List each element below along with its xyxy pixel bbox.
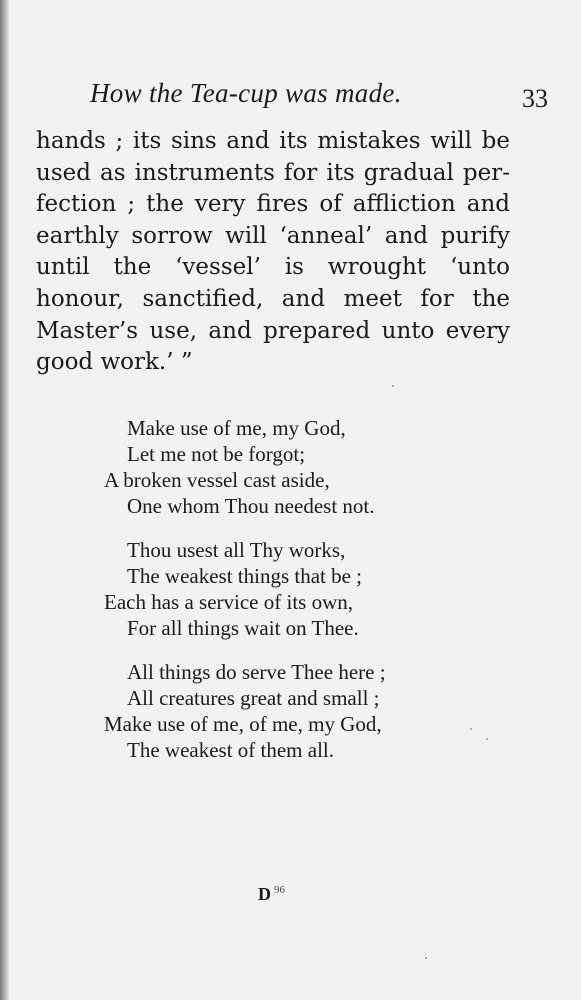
prose-line: Master’s use, and prepared unto every <box>36 317 510 344</box>
poem-line: Each has a service of its own, <box>104 590 353 614</box>
prose-line: earthly sorrow will ‘anneal’ and purify <box>36 222 510 249</box>
signature-mark <box>258 884 285 905</box>
paper-speck <box>425 957 427 959</box>
prose-line: good work.’ ” <box>36 349 193 376</box>
poem-line: For all things wait on Thee. <box>127 616 359 640</box>
poem-stanza <box>104 415 484 519</box>
prose-line: used as instruments for its gradual per- <box>36 159 510 186</box>
paper-speck <box>470 728 472 730</box>
poem-line: A broken vessel cast aside, <box>104 468 330 492</box>
page-number: 33 <box>522 84 548 113</box>
page-header <box>36 78 548 114</box>
poem-line: The weakest of them all. <box>127 738 335 762</box>
paper-speck <box>392 385 394 387</box>
poem-line: The weakest things that be ; <box>127 564 363 588</box>
poem-line: Make use of me, my God, <box>127 416 346 440</box>
prose-line: until the ‘vessel’ is wrought ‘unto <box>36 254 510 281</box>
poem-line: One whom Thou needest not. <box>127 494 375 518</box>
poem-stanza <box>104 659 484 763</box>
prose-paragraph <box>36 126 510 379</box>
running-title: How the Tea-cup was made. <box>90 78 402 108</box>
poem-line: All creatures great and small ; <box>127 686 380 710</box>
paper-speck <box>486 738 488 740</box>
poem-line: Make use of me, of me, my God, <box>104 712 382 736</box>
poem-line: All things do serve Thee here ; <box>127 660 386 684</box>
poem <box>104 415 484 781</box>
page-left-edge-shadow <box>0 0 9 1000</box>
poem-line: Thou usest all Thy works, <box>127 538 346 562</box>
poem-line: Let me not be forgot; <box>127 442 306 466</box>
signature-number: 96 <box>274 884 285 896</box>
prose-line: hands ; its sins and its mistakes will be <box>36 128 510 154</box>
poem-stanza <box>104 537 484 641</box>
prose-line: fection ; the very fires of affliction and <box>36 191 510 218</box>
signature-letter: D <box>258 884 271 904</box>
prose-line: honour, sanctified, and meet for the <box>36 285 510 312</box>
